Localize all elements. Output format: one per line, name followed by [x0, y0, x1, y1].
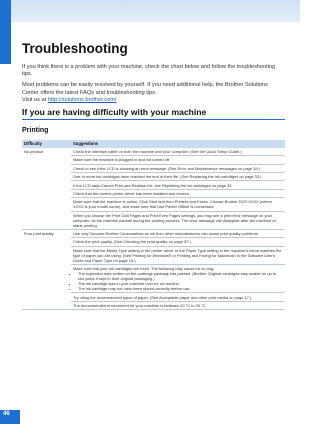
suggestion-cell: Check that the correct printer driver has been installed and chosen.	[71, 189, 285, 197]
table-row	[22, 246, 285, 264]
difficulty-cell-empty	[22, 181, 71, 189]
suggestion-cell: Make sure that the machine is online. Click Start and then Printers and Faxes. Choose Brother DCP-XXXX (where XXXX is your model name), and make sure that Use Printer Offline is unchecked.	[71, 198, 285, 211]
intro-paragraph-2	[22, 82, 284, 104]
table-row	[22, 164, 285, 172]
troubleshooting-table	[22, 140, 285, 310]
suggestion-cell	[71, 265, 285, 293]
table-row	[22, 238, 285, 246]
section-title: If you are having difficulty with your machine	[22, 107, 285, 120]
difficulty-cell-empty	[22, 173, 71, 181]
difficulty-cell: No printout	[24, 149, 44, 155]
difficulty-cell-empty	[22, 246, 71, 264]
table-row	[22, 293, 285, 301]
difficulty-cell-empty	[22, 198, 71, 211]
suggestion-cell: Check the interface cable on both the machine and your computer. (See the Quick Setup Guide.)	[71, 148, 285, 156]
table-row	[22, 229, 285, 237]
chapter-tab	[0, 0, 11, 64]
difficulty-cell: Poor print quality	[24, 231, 54, 237]
intro-text	[22, 64, 284, 108]
table-header-row	[22, 140, 285, 148]
page-title: Troubleshooting	[22, 41, 128, 56]
intro-paragraph-1: If you think there is a problem with your machine, check the chart below and follow the troubleshooting tips.	[22, 64, 276, 78]
visit-prefix: Visit us at	[22, 97, 48, 104]
table-row	[22, 173, 285, 181]
page-number: 46	[3, 411, 10, 417]
suggestion-cell: Try using the recommended types of paper. (See Acceptable paper and other print media on page 17.)	[71, 293, 285, 301]
table-row	[22, 148, 285, 156]
cause-list	[73, 271, 283, 291]
suggestion-cell: Make sure the machine is plugged in and not turned off.	[71, 156, 285, 164]
subsection-title: Printing	[22, 127, 49, 134]
table-row	[22, 211, 285, 229]
difficulty-cell-empty	[22, 293, 71, 301]
column-header-suggestions: Suggestions	[71, 140, 285, 148]
header-band	[0, 0, 300, 22]
suggestion-cell: When you choose the Print Odd Pages and Print Even Pages settings, you may see a print error message on your computer, as the machine pauses during the printing process. The error message will disappear after the machine re-starts printing.	[71, 211, 285, 229]
table-row	[22, 181, 285, 189]
column-header-difficulty: Difficulty	[22, 140, 71, 148]
table-row	[22, 156, 285, 164]
suggestion-cell: Make sure that the Media Type setting in the printer driver or the Paper Type setting in the machine's menu matches the type of paper you are using. (See Printing for Windows® or Printing and Faxing for Macintosh in the Software User's Guide and Paper Type on page 16.)	[71, 246, 285, 264]
suggestion-cell: Check to see if the LCD is showing an error message. (See Error and Maintenance messages on page 39.)	[71, 164, 285, 172]
difficulty-cell-empty	[22, 189, 71, 197]
suggestion-cell: The recommended environment for your machine is between 20 °C to 33 °C.	[71, 301, 285, 309]
suggestion-intro: Make sure that your ink cartridges are fresh. The following may cause ink to clog:	[73, 266, 215, 272]
table-row	[22, 189, 285, 197]
table-row	[22, 265, 285, 293]
solutions-link[interactable]: http://solutions.brother.com/	[47, 97, 117, 104]
list-item: • The expiration date written on the cartridge package has passed. (Brother Original cartridges stay usable for up to two years if kept in their original packaging.)	[78, 271, 283, 281]
intro-paragraph-2-text: Most problems can be easily resolved by yourself. If you need additional help, the Brother Solutions Center offers the latest FAQs and troubleshooting tips.	[22, 82, 268, 96]
suggestion-cell: Check the print quality. (See Checking the print quality on page 37.)	[71, 238, 285, 246]
difficulty-cell-empty	[22, 265, 71, 293]
difficulty-cell-empty	[22, 156, 71, 164]
suggestion-cell: Use only Genuine Brother Consumables as ink from other manufacturers can cause print quality problems.	[71, 229, 285, 237]
list-item: • The ink cartridge may not have been stored correctly before use.	[78, 286, 283, 291]
table-row	[22, 301, 285, 309]
table-row	[22, 198, 285, 211]
list-item: • The ink cartridge was in your machine over for six months.	[78, 281, 283, 286]
difficulty-cell-empty	[22, 211, 71, 229]
suggestion-cell: One or more ink cartridges have reached the end of their life. (See Replacing the ink cartridges on page 33.)	[71, 173, 285, 181]
suggestion-cell: If the LCD says Cannot Print and Replace Ink, see Replacing the ink cartridges on page 33.	[71, 181, 285, 189]
difficulty-cell-empty	[22, 238, 71, 246]
difficulty-cell-empty	[22, 164, 71, 172]
difficulty-cell-empty	[22, 301, 71, 309]
